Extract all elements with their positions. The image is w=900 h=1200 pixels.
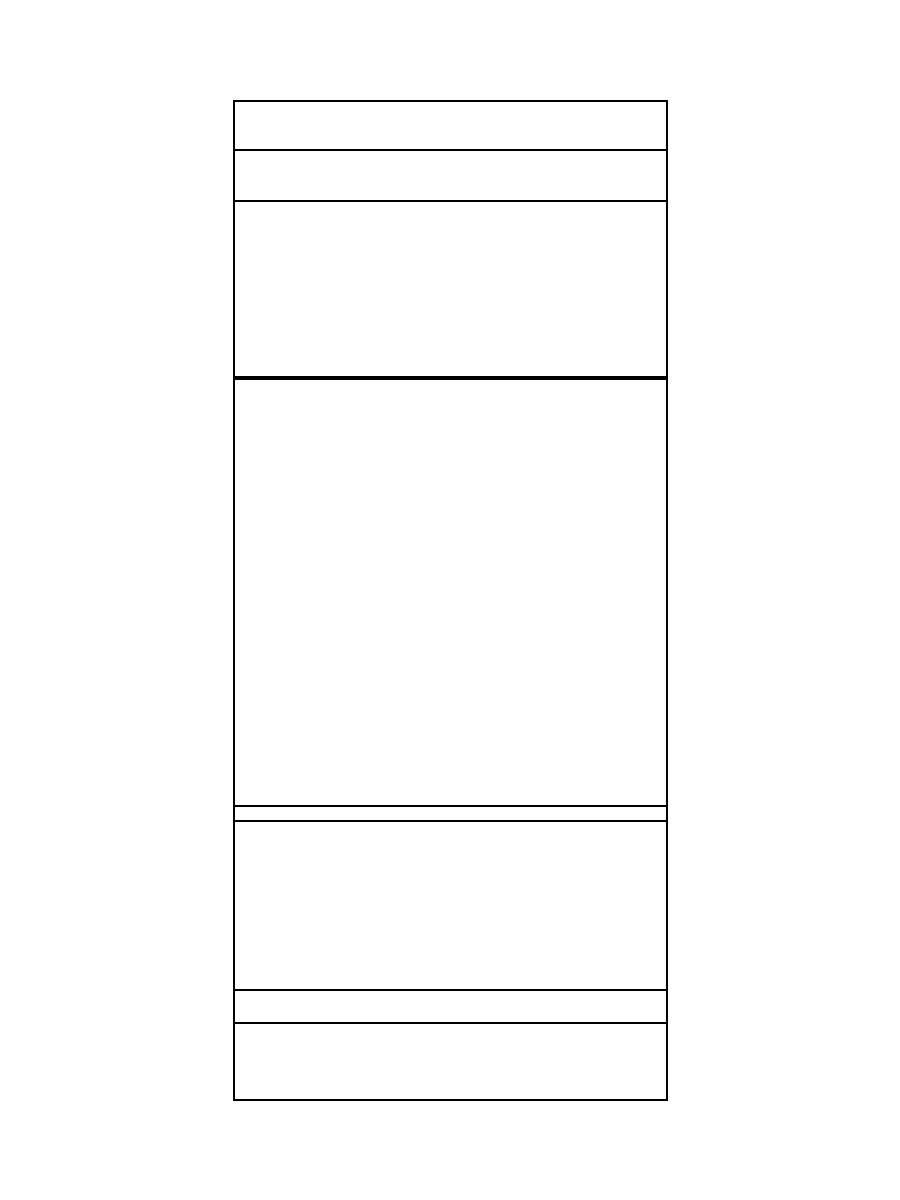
divider — [235, 805, 666, 807]
nutrition-label — [233, 100, 668, 1101]
divider — [235, 200, 666, 202]
divider — [235, 149, 666, 151]
divider — [235, 820, 666, 822]
thick-divider — [235, 376, 666, 380]
divider — [235, 989, 666, 991]
divider — [235, 1022, 666, 1024]
